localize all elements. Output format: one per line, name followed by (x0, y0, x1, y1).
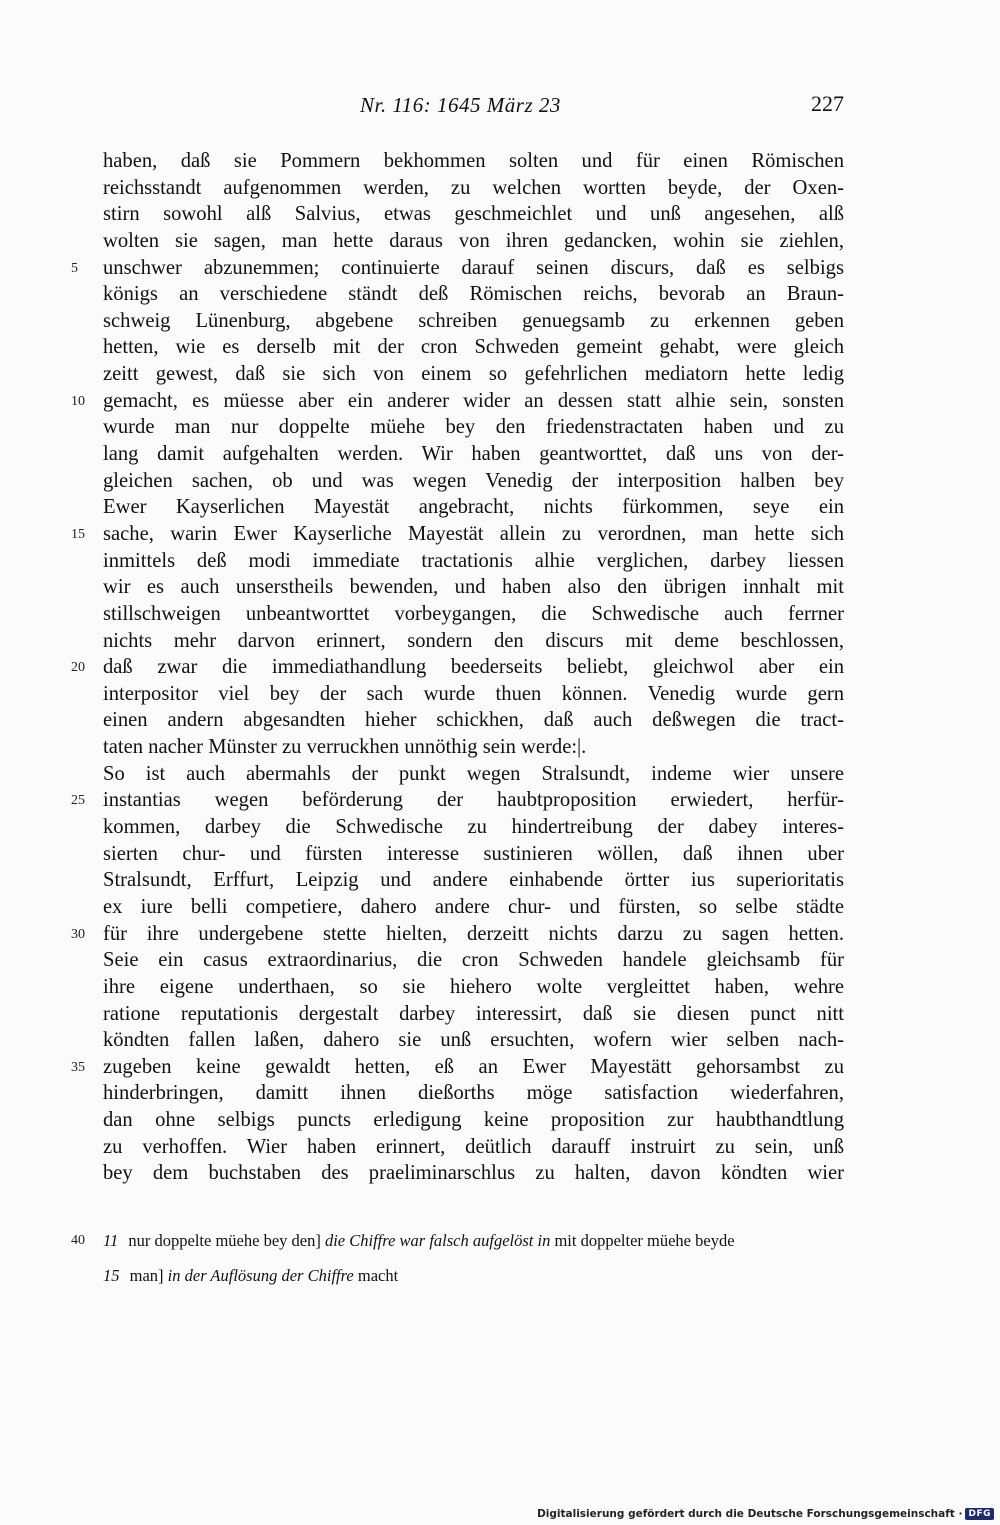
text-line (103, 308, 844, 335)
text-line (103, 228, 844, 255)
line-number: 30 (71, 926, 85, 942)
text-line (103, 628, 844, 655)
text-line (103, 947, 844, 974)
text-line (103, 974, 844, 1001)
line-text: instantias wegen beförderung der haubtproposition erwiedert, herfür- (103, 789, 844, 812)
text-line (103, 201, 844, 228)
text-line (103, 148, 844, 175)
line-text: zeitt gewest, daß sie sich von einem so gefehrlichen mediatorn hette ledig (103, 363, 844, 386)
line-text: gleichen sachen, ob und was wegen Venedig der interposition halben bey (103, 469, 844, 492)
text-line (103, 175, 844, 202)
text-line (103, 707, 844, 734)
text-line (103, 841, 844, 868)
line-number: 35 (71, 1059, 85, 1075)
line-text: reichsstandt aufgenommen werden, zu welchen wortten beyde, der Oxen- (103, 176, 844, 199)
line-number: 20 (71, 660, 85, 676)
line-number: 5 (71, 260, 78, 276)
text-line (71, 388, 844, 415)
running-head (360, 93, 844, 123)
line-text: kommen, darbey die Schwedische zu hindertreibung der dabey interes- (103, 816, 844, 839)
text-line (103, 414, 844, 441)
footnote-note: in der Auflösung der Chiffre (167, 1266, 354, 1285)
credit-text: Digitalisierung gefördert durch die Deutsche Forschungsgemeinschaft · (537, 1508, 963, 1520)
footnote (71, 1230, 844, 1251)
footnote-lemma: nur doppelte müehe bey den] (128, 1231, 321, 1250)
text-line (103, 1027, 844, 1054)
footnote-reading: macht (357, 1266, 399, 1285)
line-text: lang damit aufgehalten werden. Wir haben geantworttet, daß uns von der- (103, 443, 844, 466)
line-text: taten nacher Münster zu verruckhen unnöthig sein werde:|. (103, 736, 587, 759)
text-line (103, 1160, 844, 1187)
line-text: interpositor viel bey der sach wurde thuen können. Venedig wurde gern (103, 682, 844, 705)
line-text: inmittels deß modi immediate tractationis alhie verglichen, darbey liessen (103, 549, 844, 572)
line-text: gemacht, es müesse aber ein anderer wider an dessen statt alhie sein, sonsten (103, 389, 844, 412)
line-text: sache, warin Ewer Kayserliche Mayestät allein zu verordnen, man hette sich (103, 522, 844, 545)
line-number: 40 (71, 1233, 85, 1248)
text-line (103, 1001, 844, 1028)
text-line (71, 521, 844, 548)
text-line (103, 548, 844, 575)
line-text: So ist auch abermahls der punkt wegen Stralsundt, indeme wier unsere (103, 762, 844, 785)
footnote-lemma: man] (129, 1266, 164, 1285)
line-text: königs an verschiedene ständt deß Römischen reichs, bevorab an Braun- (103, 283, 844, 306)
text-line (103, 361, 844, 388)
footnote-note: die Chiffre war falsch aufgelöst in (324, 1231, 551, 1250)
text-line (103, 494, 844, 521)
footnotes (71, 1230, 844, 1300)
line-text: stillschweigen unbeantworttet vorbeygangen, die Schwedische auch ferrner (103, 602, 844, 625)
line-text: schweig Lünenburg, abgebene schreiben genuegsamb zu erkennen geben (103, 309, 844, 332)
footnote-reference: 11 (103, 1231, 119, 1250)
text-line (103, 441, 844, 468)
line-text: ratione reputationis dergestalt darbey interessirt, daß sie diesen punct nitt (103, 1002, 844, 1025)
line-text: bey dem buchstaben des praeliminarschlus zu halten, davon köndten wier (103, 1162, 844, 1185)
line-text: ex iure belli competiere, dahero andere chur- und fürsten, so selbe städte (103, 895, 844, 918)
line-text: sierten chur- und fürsten interesse sustinieren wöllen, daß ihnen uber (103, 842, 844, 865)
footnote (103, 1265, 844, 1286)
footnote-reading: mit doppelter müehe beyde (554, 1231, 735, 1250)
digitization-credit (537, 1508, 994, 1520)
text-line (71, 654, 844, 681)
line-text: haben, daß sie Pommern bekhommen solten und für einen Römischen (103, 150, 844, 172)
dfg-logo: DFG (965, 1508, 994, 1520)
line-text: zugeben keine gewaldt hetten, eß an Ewer Mayestätt gehorsambst zu (103, 1055, 844, 1078)
line-text: zu verhoffen. Wier haben erinnert, deütlich darauff instruirt zu sein, unß (103, 1135, 844, 1158)
text-line (103, 814, 844, 841)
line-text: köndten fallen laßen, dahero sie unß ersuchten, wofern wier selben nach- (103, 1029, 844, 1052)
line-text: wolten sie sagen, man hette daraus von ihren gedancken, wohin sie ziehlen, (103, 229, 844, 252)
line-text: nichts mehr darvon erinnert, sondern den discurs mit deme beschlossen, (103, 629, 844, 652)
line-text: unschwer abzunemmen; continuierte darauf seinen discurs, daß es selbigs (103, 256, 844, 279)
line-text: daß zwar die immediathandlung beederseits beliebt, gleichwol aber ein (103, 656, 844, 679)
text-line (103, 1107, 844, 1134)
line-number: 10 (71, 393, 85, 409)
line-text: wurde man nur doppelte müehe bey den friedenstractaten haben und zu (103, 416, 844, 439)
text-line (71, 255, 844, 282)
line-text: dan ohne selbigs puncts erledigung keine proposition zur haubthandtlung (103, 1109, 844, 1132)
running-title: Nr. 116: 1645 März 23 (360, 93, 561, 117)
line-text: Ewer Kayserlichen Mayestät angebracht, nichts fürkommen, seye ein (103, 496, 844, 519)
page-number: 227 (811, 91, 844, 116)
text-line (103, 867, 844, 894)
line-text: ihre eigene underthaen, so sie hiehero wolte vergleittet haben, wehre (103, 975, 844, 998)
text-line (103, 468, 844, 495)
line-text: Stralsundt, Erffurt, Leipzig und andere einhabende örtter ius superioritatis (103, 869, 844, 892)
text-line (71, 921, 844, 948)
footnote-reference: 15 (103, 1266, 120, 1285)
text-line (71, 1054, 844, 1081)
text-line (103, 734, 844, 761)
text-line (103, 601, 844, 628)
text-line (103, 574, 844, 601)
text-line (103, 1080, 844, 1107)
text-line (103, 334, 844, 361)
line-text: stirn sowohl alß Salvius, etwas geschmeichlet und unß angesehen, alß (103, 203, 844, 226)
text-line (103, 761, 844, 788)
text-line (103, 894, 844, 921)
text-line (103, 681, 844, 708)
text-line (103, 281, 844, 308)
body-text (71, 148, 844, 1187)
line-text: hetten, wie es derselb mit der cron Schweden gemeint gehabt, were gleich (103, 336, 844, 359)
line-text: Seie ein casus extraordinarius, die cron Schweden handele gleichsamb für (103, 949, 844, 972)
line-text: einen andern abgesandten hieher schickhen, daß auch deßwegen die tract- (103, 709, 844, 732)
line-number: 25 (71, 793, 85, 809)
text-line (103, 1134, 844, 1161)
line-number: 15 (71, 526, 85, 542)
text-line (71, 787, 844, 814)
line-text: für ihre undergebene stette hielten, derzeitt nichts darzu zu sagen hetten. (103, 922, 844, 945)
line-text: hinderbringen, damitt ihnen dießorths möge satisfaction wiederfahren, (103, 1082, 844, 1105)
line-text: wir es auch unserstheils bewenden, und haben also den übrigen innhalt mit (103, 576, 844, 599)
